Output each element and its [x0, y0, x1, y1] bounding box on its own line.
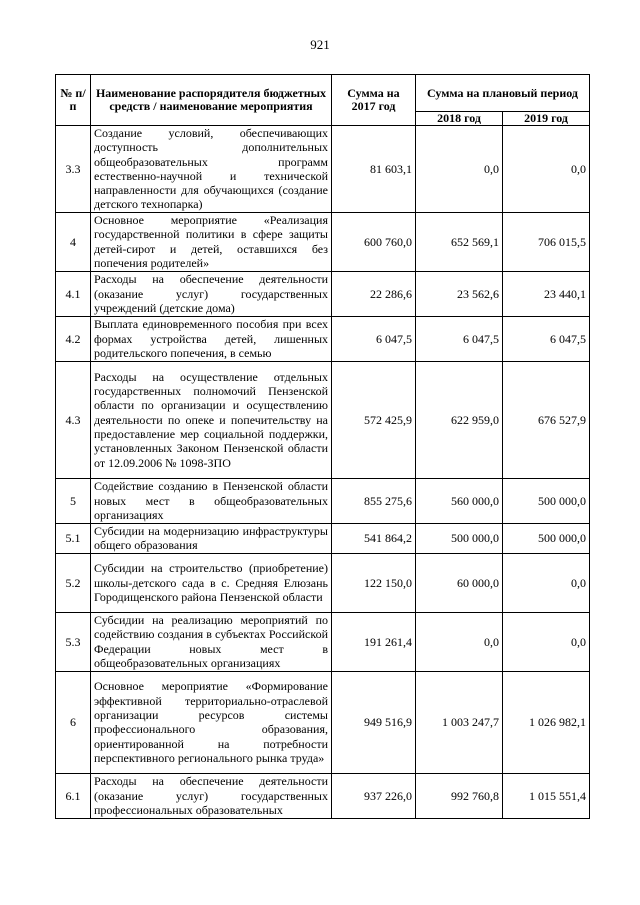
row-name: Содействие созданию в Пензенской области новых мест в общеобразовательных организациях [91, 478, 332, 523]
row-sum-2017: 6 047,5 [332, 316, 416, 361]
row-number: 4 [56, 212, 91, 271]
budget-table [55, 74, 590, 819]
table-row [56, 671, 590, 773]
row-sum-2018: 0,0 [416, 612, 503, 671]
row-sum-2019: 676 527,9 [503, 361, 590, 478]
row-name: Основное мероприятие «Реализация государственной политики в сфере защиты детей-сирот и детей, оставшихся без попечения родителей» [91, 212, 332, 271]
row-sum-2019: 0,0 [503, 553, 590, 612]
header-number: № п/п [56, 75, 91, 126]
header-planned-period: Сумма на плановый период [416, 75, 590, 112]
row-sum-2017: 937 226,0 [332, 773, 416, 818]
table-row [56, 126, 590, 213]
row-name: Субсидии на модернизацию инфраструктуры общего образования [91, 523, 332, 553]
row-number: 3.3 [56, 126, 91, 213]
row-number: 4.2 [56, 316, 91, 361]
row-sum-2018: 992 760,8 [416, 773, 503, 818]
row-sum-2018: 500 000,0 [416, 523, 503, 553]
row-name: Расходы на обеспечение деятельности (оказание услуг) государственных учреждений (детские дома) [91, 271, 332, 316]
row-sum-2019: 706 015,5 [503, 212, 590, 271]
row-name: Создание условий, обеспечивающих доступность дополнительных общеобразовательных программ естественно-научной и технической направленности для обучающихся (создание детского технопарка) [91, 126, 332, 213]
row-number: 5.3 [56, 612, 91, 671]
table-row [56, 478, 590, 523]
row-sum-2018: 0,0 [416, 126, 503, 213]
header-year-2019: 2019 год [503, 112, 590, 126]
row-number: 6.1 [56, 773, 91, 818]
row-number: 4.1 [56, 271, 91, 316]
row-sum-2017: 600 760,0 [332, 212, 416, 271]
row-name: Субсидии на реализацию мероприятий по содействию создания в субъектах Российской Федерации новых мест в общеобразовательных организациях [91, 612, 332, 671]
row-sum-2017: 855 275,6 [332, 478, 416, 523]
row-sum-2019: 500 000,0 [503, 478, 590, 523]
table-row [56, 773, 590, 818]
row-name: Расходы на обеспечение деятельности (оказание услуг) государственных профессиональных образовательных [91, 773, 332, 818]
header-year-2018: 2018 год [416, 112, 503, 126]
row-sum-2018: 23 562,6 [416, 271, 503, 316]
row-sum-2018: 60 000,0 [416, 553, 503, 612]
row-sum-2018: 622 959,0 [416, 361, 503, 478]
header-sum-2017: Сумма на 2017 год [332, 75, 416, 126]
row-sum-2019: 0,0 [503, 126, 590, 213]
row-sum-2018: 652 569,1 [416, 212, 503, 271]
row-sum-2019: 1 026 982,1 [503, 671, 590, 773]
row-number: 5.2 [56, 553, 91, 612]
table-row [56, 523, 590, 553]
table-row [56, 212, 590, 271]
row-sum-2017: 949 516,9 [332, 671, 416, 773]
table-row [56, 553, 590, 612]
row-sum-2018: 560 000,0 [416, 478, 503, 523]
row-name: Расходы на осуществление отдельных государственных полномочий Пензенской области по организации и осуществлению деятельности по опеке и попечительству на предоставление мер социальной поддержки, установленных Законом Пензенской области от 12.09.2006 № 1098-ЗПО [91, 361, 332, 478]
row-sum-2017: 191 261,4 [332, 612, 416, 671]
row-number: 4.3 [56, 361, 91, 478]
row-number: 5 [56, 478, 91, 523]
row-sum-2018: 6 047,5 [416, 316, 503, 361]
row-sum-2019: 1 015 551,4 [503, 773, 590, 818]
row-name: Выплата единовременного пособия при всех формах устройства детей, лишенных родительского попечения, в семью [91, 316, 332, 361]
row-sum-2019: 6 047,5 [503, 316, 590, 361]
table-row [56, 361, 590, 478]
row-number: 6 [56, 671, 91, 773]
table-row [56, 271, 590, 316]
row-sum-2017: 572 425,9 [332, 361, 416, 478]
row-sum-2017: 22 286,6 [332, 271, 416, 316]
row-sum-2019: 0,0 [503, 612, 590, 671]
row-name: Субсидии на строительство (приобретение) школы-детского сада в с. Средняя Елюзань Городищенского района Пензенской области [91, 553, 332, 612]
row-number: 5.1 [56, 523, 91, 553]
table-row [56, 316, 590, 361]
row-sum-2017: 122 150,0 [332, 553, 416, 612]
table-row [56, 612, 590, 671]
row-sum-2017: 81 603,1 [332, 126, 416, 213]
row-sum-2018: 1 003 247,7 [416, 671, 503, 773]
row-sum-2019: 23 440,1 [503, 271, 590, 316]
row-name: Основное мероприятие «Формирование эффективной территориально-отраслевой организации ресурсов системы профессионального образования, ориентированной на потребности перспективного регионального рынка труда» [91, 671, 332, 773]
row-sum-2019: 500 000,0 [503, 523, 590, 553]
header-name: Наименование распорядителя бюджетных средств / наименование мероприятия [91, 75, 332, 126]
row-sum-2017: 541 864,2 [332, 523, 416, 553]
page-number: 921 [310, 37, 330, 52]
